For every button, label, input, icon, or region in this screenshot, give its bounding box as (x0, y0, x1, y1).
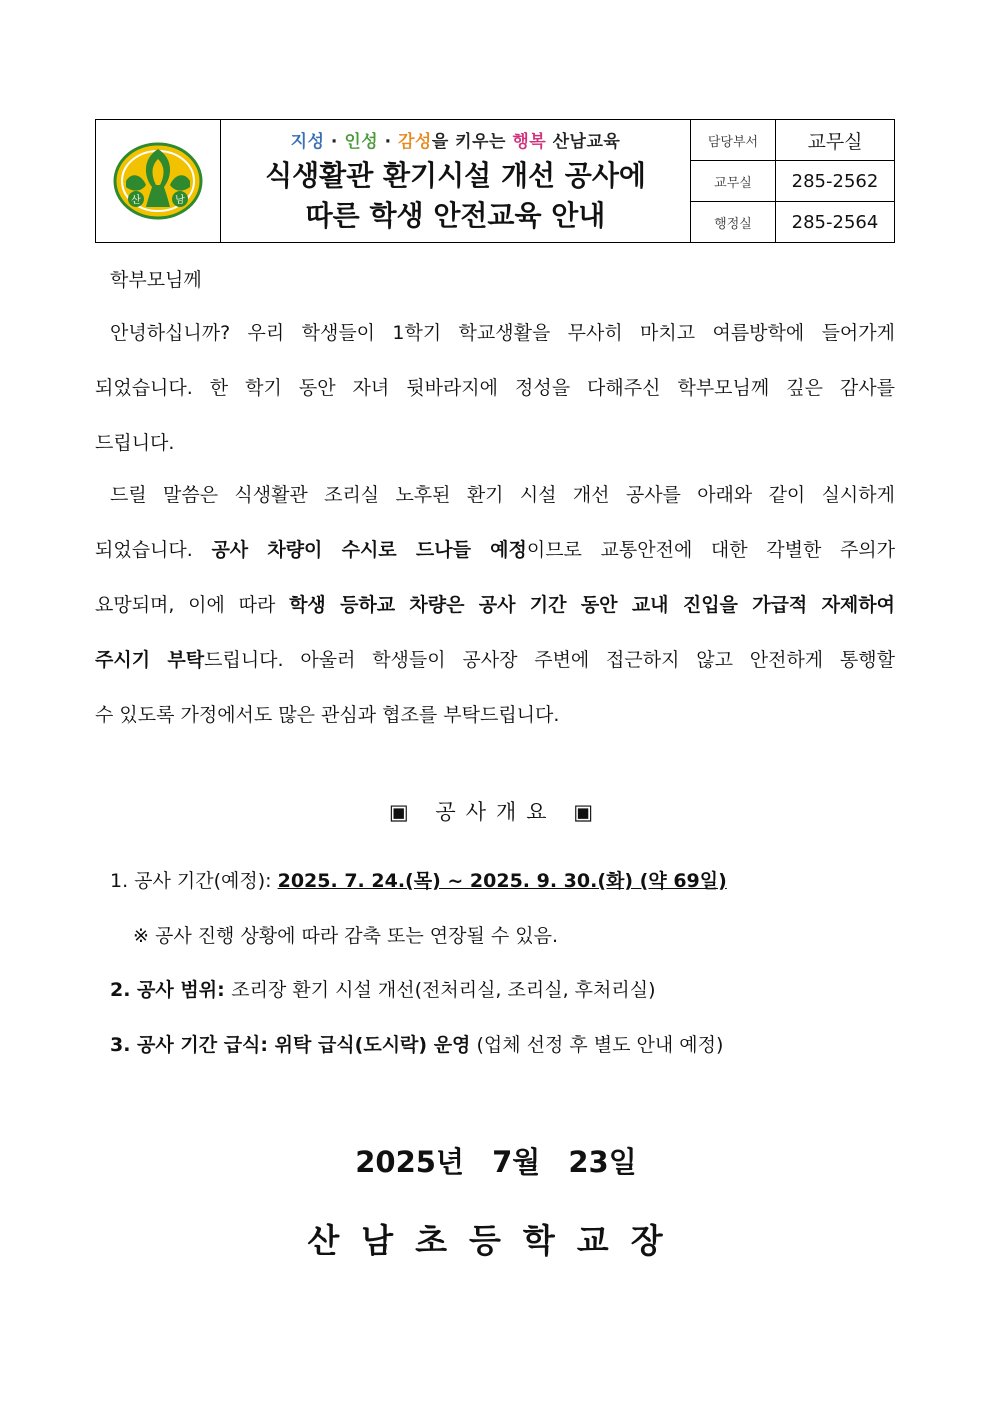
paragraph-line: 되었습니다. 한 학기 동안 자녀 뒷바라지에 정성을 다해주신 학부모님께 깊은 감사를 (95, 377, 895, 399)
paragraph-line: 수 있도록 가정에서도 많은 관심과 협조를 부탁드립니다. (95, 704, 560, 726)
text-span: 되었습니다. (95, 539, 212, 561)
slogan-sep1: · (324, 131, 345, 152)
slogan-part4: 을 키우는 (431, 131, 513, 152)
contact-label: 담당부서 (691, 120, 776, 160)
item-label: 1. 공사 기간(예정): (110, 870, 278, 892)
item-value: (업체 선정 후 별도 안내 예정) (470, 1034, 724, 1056)
text-span: 이므로 교통안전에 대한 각별한 주의가 (526, 539, 896, 561)
slogan-part6: 산남교육 (546, 131, 621, 152)
item-emphasis: 위탁 급식(도시락) 운영 (274, 1034, 471, 1056)
slogan-part1: 지성 (290, 131, 325, 152)
item-value: 조리장 환기 시설 개선(전처리실, 조리실, 후처리실) (231, 979, 656, 1001)
greeting: 학부모님께 (110, 269, 202, 291)
paragraph-line: 드립니다. (95, 432, 175, 454)
slogan-part5: 행복 (512, 131, 547, 152)
logo-text-right: 남 (175, 195, 185, 206)
school-logo (112, 141, 204, 221)
contact-label: 행정실 (691, 202, 776, 242)
text-span: 드립니다. 아울러 학생들이 공사장 주변에 접근하지 않고 안전하게 통행할 (204, 649, 895, 671)
section-title: ▣ 공사개요 ▣ (388, 800, 604, 824)
emphasis-text: 공사 차량이 수시로 드나들 예정 (211, 539, 527, 561)
slogan-part3: 감성 (397, 131, 432, 152)
contact-value: 285-2562 (791, 170, 879, 192)
paragraph-line: 드릴 말씀은 식생활관 조리실 노후된 환기 시설 개선 공사를 아래와 같이 실시하게 (110, 484, 895, 506)
item-label: 3. 공사 기간 급식: (110, 1034, 275, 1056)
paragraph-line (95, 535, 895, 590)
logo-cell (96, 120, 221, 242)
text-span: 요망되며, 이에 따라 (95, 594, 290, 616)
logo-text-left: 산 (131, 195, 141, 206)
overview-item-2 (110, 975, 655, 1002)
paragraph-2 (95, 480, 895, 755)
emphasis-text: 학생 등하교 차량은 공사 기간 동안 교내 진입을 가급적 자제하여 (289, 594, 895, 616)
paragraph-line (95, 590, 895, 645)
title-cell (221, 120, 691, 242)
document-date: 2025년 7월 23일 (355, 1145, 637, 1179)
header-table (95, 119, 895, 243)
slogan (291, 127, 621, 152)
doc-title-line2: 따른 학생 안전교육 안내 (305, 198, 606, 232)
emphasis-text: 주시기 부탁 (95, 649, 205, 671)
contact-row (691, 120, 894, 161)
slogan-sep2: · (378, 131, 398, 152)
contact-row (691, 202, 894, 242)
paragraph-line: 안녕하십니까? 우리 학생들이 1학기 학교생활을 무사히 마치고 여름방학에 들어가게 (110, 322, 895, 344)
overview-note: ※ 공사 진행 상황에 따라 감축 또는 연장될 수 있음. (133, 925, 559, 947)
item-value: 2025. 7. 24.(목) ~ 2025. 9. 30.(화) (약 69일) (277, 870, 727, 892)
contact-value: 285-2564 (791, 211, 879, 233)
contact-cell (691, 120, 894, 242)
signer: 산남초등학교장 (307, 1221, 685, 1260)
paragraph-1 (95, 318, 895, 483)
slogan-part2: 인성 (344, 131, 379, 152)
doc-title-line1: 식생활관 환기시설 개선 공사에 (265, 158, 646, 192)
paragraph-line (95, 645, 895, 700)
overview-item-3 (110, 1030, 723, 1057)
contact-row (691, 161, 894, 202)
item-label: 2. 공사 범위: (110, 979, 232, 1001)
contact-label: 교무실 (691, 161, 776, 201)
overview-item-1 (110, 866, 727, 893)
contact-value: 교무실 (807, 130, 863, 153)
